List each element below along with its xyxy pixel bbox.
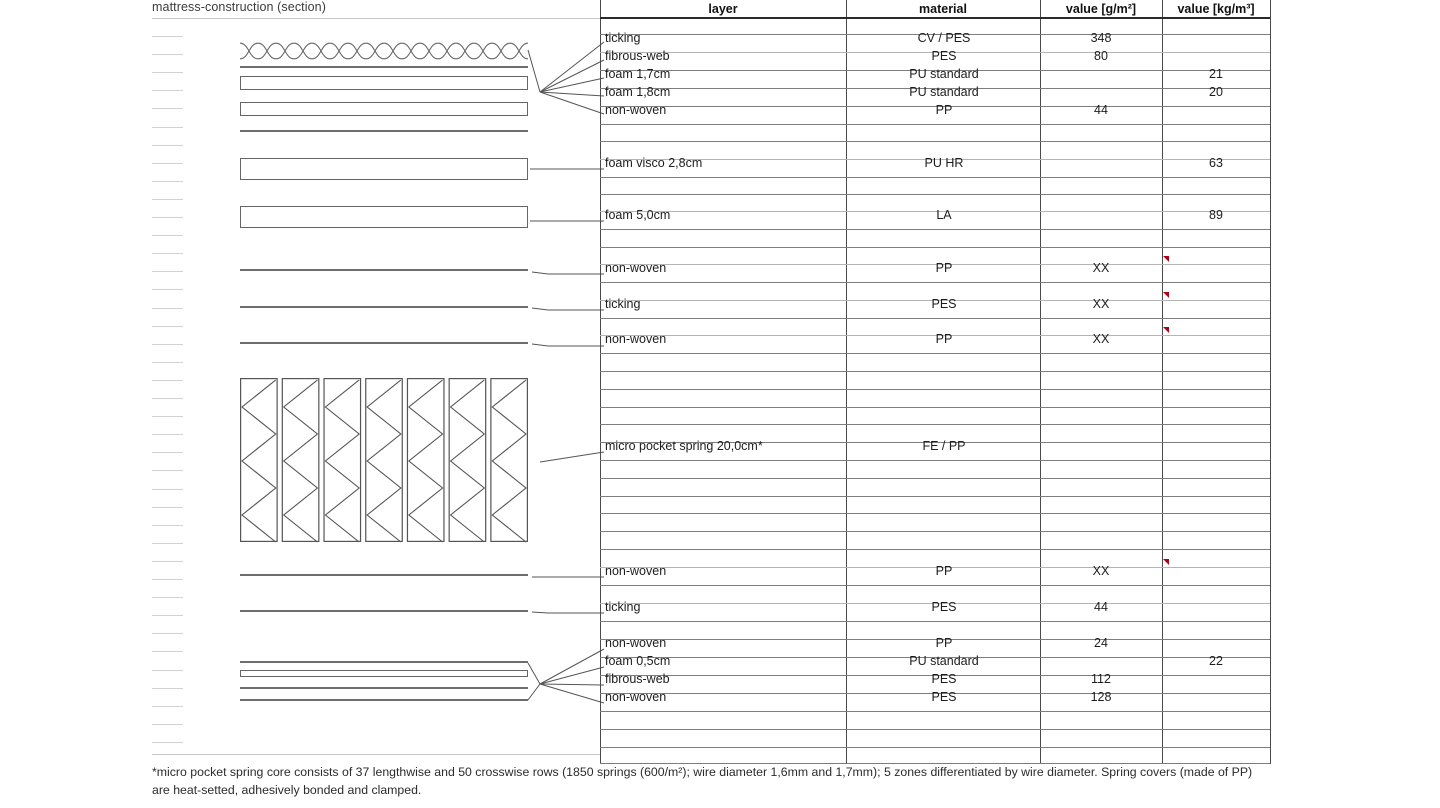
table-row-divider xyxy=(600,478,1270,479)
table-cell-material: LA xyxy=(936,208,952,222)
table-cell-value-kgm: 20 xyxy=(1209,85,1223,99)
table-cell-layer: foam 0,5cm xyxy=(605,654,671,668)
table-row-divider xyxy=(600,460,1270,461)
table-cell-material: PES xyxy=(931,49,957,63)
table-column-divider xyxy=(1270,0,1271,764)
table-cell-value-gsm: 44 xyxy=(1094,600,1108,614)
page-title: mattress-construction (section) xyxy=(152,0,326,14)
cell-comment-marker[interactable] xyxy=(1163,256,1169,262)
table-cell-material: PP xyxy=(935,103,953,117)
table-cell-value-gsm: 348 xyxy=(1090,31,1112,45)
table-cell-material: PU standard xyxy=(909,654,979,668)
table-cell-value-kgm: 89 xyxy=(1209,208,1223,222)
table-cell-material: PES xyxy=(931,600,957,614)
table-cell-layer: fibrous-web xyxy=(605,49,670,63)
table-cell-value-gsm: XX xyxy=(1092,297,1110,311)
table-row-divider xyxy=(600,513,1270,514)
table-cell-layer: foam 1,7cm xyxy=(605,67,671,81)
table-cell-layer: non-woven xyxy=(605,564,667,578)
table-cell-layer: foam visco 2,8cm xyxy=(605,156,703,170)
layer-specification-table xyxy=(600,0,1270,764)
table-cell-material: PES xyxy=(931,690,957,704)
footnote: *micro pocket spring core consists of 37 lengthwise and 50 crosswise rows (1850 springs (600/m²); wire diameter 1,6mm and 1,7mm); 5 zones differentiated by wire diameter. Spring covers (made of PP) are heat-setted, adhesively bonded and clamped. xyxy=(152,765,1253,797)
table-cell-material: PP xyxy=(935,261,953,275)
table-cell-layer: non-woven xyxy=(605,332,667,346)
table-row-divider xyxy=(600,747,1270,748)
table-row-divider xyxy=(600,318,1270,319)
table-cell-material: PES xyxy=(931,297,957,311)
table-row-divider xyxy=(600,585,1270,586)
table-row-divider xyxy=(600,177,1270,178)
table-row-divider xyxy=(600,247,1270,248)
table-row-divider xyxy=(600,549,1270,550)
table-cell-material: PP xyxy=(935,564,953,578)
table-cell-value-kgm: 21 xyxy=(1209,67,1223,81)
table-row-divider xyxy=(600,389,1270,390)
table-cell-layer: non-woven xyxy=(605,103,667,117)
table-row-divider xyxy=(600,531,1270,532)
table-cell-layer: foam 5,0cm xyxy=(605,208,671,222)
table-cell-value-gsm: XX xyxy=(1092,261,1110,275)
table-header-layer: layer xyxy=(708,2,738,16)
table-cell-layer: fibrous-web xyxy=(605,672,670,686)
table-row-divider xyxy=(600,282,1270,283)
table-cell-material: CV / PES xyxy=(917,31,971,45)
table-row-divider xyxy=(600,17,1270,19)
table-row-divider xyxy=(600,407,1270,408)
table-row-divider xyxy=(600,124,1270,125)
table-cell-value-kgm: 63 xyxy=(1209,156,1223,170)
table-cell-layer: ticking xyxy=(605,297,641,311)
table-column-divider xyxy=(600,0,601,764)
table-cell-value-gsm: XX xyxy=(1092,332,1110,346)
cell-comment-marker[interactable] xyxy=(1163,292,1169,298)
table-cell-layer: non-woven xyxy=(605,636,667,650)
table-row-divider xyxy=(600,194,1270,195)
table-row-divider xyxy=(600,371,1270,372)
cell-comment-marker[interactable] xyxy=(1163,559,1169,565)
table-row-divider xyxy=(600,353,1270,354)
table-cell-material: PP xyxy=(935,636,953,650)
table-cell-value-gsm: 128 xyxy=(1090,690,1112,704)
table-cell-layer: foam 1,8cm xyxy=(605,85,671,99)
table-row-divider xyxy=(600,496,1270,497)
table-cell-value-gsm: 80 xyxy=(1094,49,1108,63)
table-cell-value-gsm: XX xyxy=(1092,564,1110,578)
table-header-kgm: value [kg/m³] xyxy=(1177,2,1255,16)
table-cell-material: PU standard xyxy=(909,67,979,81)
table-cell-value-gsm: 112 xyxy=(1091,672,1111,686)
table-header-gsm: value [g/m²] xyxy=(1065,2,1137,16)
table-cell-value-gsm: 24 xyxy=(1094,636,1108,650)
table-cell-value-kgm: 22 xyxy=(1209,654,1223,668)
table-cell-layer: ticking xyxy=(605,31,641,45)
table-row-divider xyxy=(600,729,1270,730)
table-header-material: material xyxy=(919,2,967,16)
table-row-divider xyxy=(600,141,1270,142)
table-cell-value-gsm: 44 xyxy=(1094,103,1108,117)
table-cell-material: PU HR xyxy=(924,156,964,170)
table-cell-layer: non-woven xyxy=(605,261,667,275)
table-cell-material: PES xyxy=(931,672,957,686)
table-cell-material: PP xyxy=(935,332,953,346)
table-cell-material: PU standard xyxy=(909,85,979,99)
table-column-divider xyxy=(1162,0,1163,764)
table-row-divider xyxy=(600,424,1270,425)
table-row-divider xyxy=(600,621,1270,622)
table-cell-layer: micro pocket spring 20,0cm* xyxy=(605,439,763,453)
table-cell-layer: non-woven xyxy=(605,690,667,704)
table-cell-material: FE / PP xyxy=(922,439,966,453)
table-row-divider xyxy=(600,711,1270,712)
table-cell-layer: ticking xyxy=(605,600,641,614)
table-row-divider xyxy=(600,229,1270,230)
cell-comment-marker[interactable] xyxy=(1163,327,1169,333)
